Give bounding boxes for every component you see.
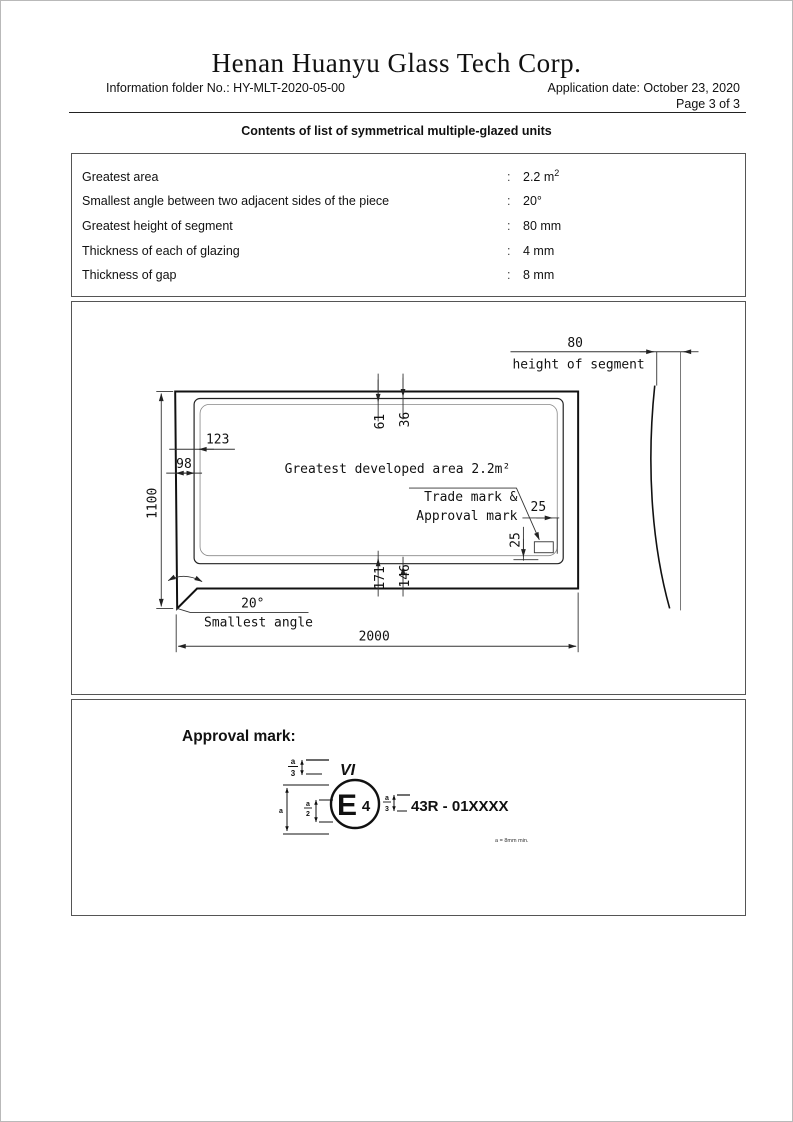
fraction-a-top: a	[290, 757, 296, 766]
header-divider	[69, 112, 746, 113]
spec-value	[523, 168, 559, 184]
segment-height-label: height of segment	[512, 357, 645, 373]
glazing-class-roman: VI	[340, 762, 356, 779]
dim-80-segment-height: 80	[567, 335, 583, 351]
e-approval-mark	[277, 750, 562, 862]
angle-value: 20°	[241, 596, 265, 612]
table-row	[72, 194, 745, 208]
page-number: Page 3 of 3	[676, 97, 740, 111]
spec-value-text: 8 mm	[523, 268, 555, 283]
angle-arc	[168, 576, 202, 581]
dim-123: 123	[206, 432, 230, 448]
trademark-label-line1: Trade mark &	[424, 489, 518, 505]
fraction-3-right: 3	[385, 806, 389, 813]
spec-separator: :	[507, 219, 511, 234]
dim-a-label: a	[279, 808, 283, 815]
dim-1100: 1100	[145, 487, 161, 519]
application-date: Application date: October 23, 2020	[547, 81, 740, 95]
dim-2000: 2000	[358, 629, 390, 645]
spec-value	[523, 194, 542, 208]
dim-61: 61	[373, 413, 389, 430]
trademark-location-box	[534, 542, 553, 553]
spec-value-text: 4 mm	[523, 243, 555, 258]
dim-25-horizontal: 25	[530, 499, 547, 515]
fraction-a-right: a	[385, 795, 389, 802]
table-row	[72, 268, 745, 282]
information-folder-number: Information folder No.: HY-MLT-2020-05-00	[106, 81, 346, 95]
dim-146: 146	[397, 564, 413, 588]
approval-mark-section	[71, 699, 746, 916]
spec-value	[523, 268, 554, 282]
e-mark-letter: E	[336, 789, 358, 822]
trademark-label-line2: Approval mark	[416, 508, 518, 524]
fraction-a-mid: a	[306, 801, 310, 808]
spec-value	[523, 244, 554, 258]
size-note: a = 8mm min.	[495, 838, 529, 844]
technical-drawing	[71, 301, 746, 695]
spec-table	[71, 153, 746, 297]
spec-value-text: 2.2 m	[523, 169, 555, 184]
spec-separator: :	[507, 169, 511, 184]
spec-separator: :	[507, 268, 511, 283]
angle-label: Smallest angle	[204, 615, 313, 631]
company-title: Henan Huanyu Glass Tech Corp.	[211, 48, 582, 78]
spec-separator: :	[507, 243, 511, 258]
table-row	[72, 219, 745, 233]
document-subtitle: Contents of list of symmetrical multiple-glazed units	[241, 124, 552, 138]
e-mark-number: 4	[361, 798, 371, 815]
dim-171: 171	[373, 566, 389, 590]
spec-label: Greatest area	[82, 169, 159, 184]
dim-25-vertical: 25	[508, 532, 524, 548]
fraction-3-top: 3	[290, 769, 296, 778]
fraction-2-mid: 2	[306, 811, 310, 818]
segment-arc	[651, 386, 670, 609]
spec-separator: :	[507, 194, 511, 209]
dim-36: 36	[397, 411, 413, 428]
spec-value-text: 80 mm	[523, 219, 562, 234]
spec-label: Thickness of each of glazing	[82, 243, 240, 258]
area-label: Greatest developed area 2.2m²	[284, 462, 511, 478]
glazing-unit-drawing	[72, 302, 745, 694]
spec-value-sup: 2	[554, 167, 560, 178]
spec-value	[523, 219, 561, 233]
spec-value-text: 20°	[523, 194, 542, 209]
approval-mark-heading: Approval mark:	[182, 728, 296, 745]
dim-98: 98	[176, 457, 192, 473]
table-row	[72, 168, 745, 184]
spec-label: Greatest height of segment	[82, 219, 233, 234]
table-row	[72, 244, 745, 258]
spec-label: Smallest angle between two adjacent sides of the piece	[82, 194, 390, 209]
regulation-code: 43R - 01XXXX	[411, 798, 509, 815]
spec-label: Thickness of gap	[82, 268, 177, 283]
